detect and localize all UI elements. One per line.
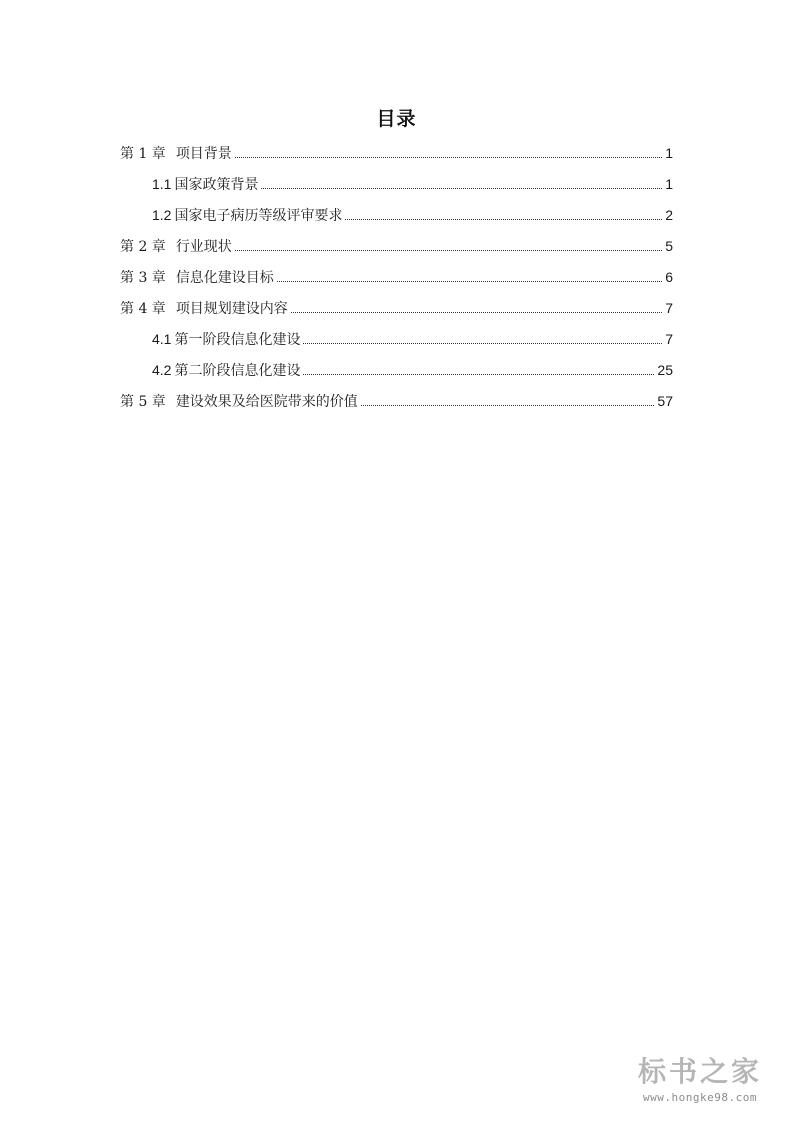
table-of-contents [120, 141, 673, 420]
toc-leader-dots [303, 373, 654, 375]
toc-entry-number: 第 2 章 [120, 239, 166, 255]
toc-entry-number: 第 5 章 [120, 394, 166, 410]
toc-entry-text: 建设效果及给医院带来的价值 [175, 394, 358, 410]
toc-entry-page: 25 [657, 362, 673, 378]
toc-title: 目录 [376, 108, 417, 130]
toc-entry-text: 信息化建设目标 [175, 270, 274, 286]
toc-entry-chapter-3[interactable] [120, 265, 673, 296]
toc-entry-text: 第二阶段信息化建设 [174, 363, 301, 379]
toc-entry-page: 7 [665, 300, 673, 316]
toc-entry-text: 国家电子病历等级评审要求 [174, 208, 343, 224]
toc-leader-dots [277, 280, 662, 282]
watermark-logo: 标书之家 [637, 1055, 762, 1088]
toc-entry-text: 国家政策背景 [174, 177, 259, 193]
watermark [625, 1055, 775, 1104]
toc-entry-number: 1.2 [152, 207, 172, 223]
toc-entry-chapter-5[interactable] [120, 389, 673, 420]
toc-entry-number: 第 3 章 [120, 270, 166, 286]
toc-entry-number: 1.1 [152, 176, 172, 192]
toc-leader-dots [291, 311, 662, 313]
toc-entry-text: 第一阶段信息化建设 [174, 332, 301, 348]
toc-entry-number: 第 4 章 [120, 301, 166, 317]
toc-entry-page: 7 [665, 331, 673, 347]
toc-entry-section-4-1[interactable] [120, 327, 673, 358]
toc-entry-text: 项目背景 [175, 146, 232, 162]
toc-entry-chapter-4[interactable] [120, 296, 673, 327]
toc-entry-section-1-1[interactable] [120, 172, 673, 203]
toc-entry-text: 行业现状 [175, 239, 232, 255]
toc-entry-page: 1 [665, 176, 673, 192]
toc-leader-dots [303, 342, 662, 344]
toc-entry-chapter-1[interactable] [120, 141, 673, 172]
toc-leader-dots [261, 187, 662, 189]
toc-leader-dots [235, 156, 662, 158]
toc-entry-number: 4.1 [152, 331, 172, 347]
toc-entry-page: 6 [665, 269, 673, 285]
toc-entry-number: 第 1 章 [120, 146, 166, 162]
toc-entry-chapter-2[interactable] [120, 234, 673, 265]
watermark-url: www.hongke98.com [643, 1091, 757, 1104]
toc-entry-page: 1 [665, 145, 673, 161]
toc-entry-page: 2 [665, 207, 673, 223]
toc-entry-text: 项目规划建设内容 [175, 301, 288, 317]
toc-leader-dots [361, 404, 655, 406]
toc-leader-dots [345, 218, 662, 220]
toc-entry-page: 5 [665, 238, 673, 254]
toc-entry-section-1-2[interactable] [120, 203, 673, 234]
toc-entry-number: 4.2 [152, 362, 172, 378]
toc-leader-dots [235, 249, 662, 251]
toc-entry-page: 57 [657, 393, 673, 409]
toc-entry-section-4-2[interactable] [120, 358, 673, 389]
